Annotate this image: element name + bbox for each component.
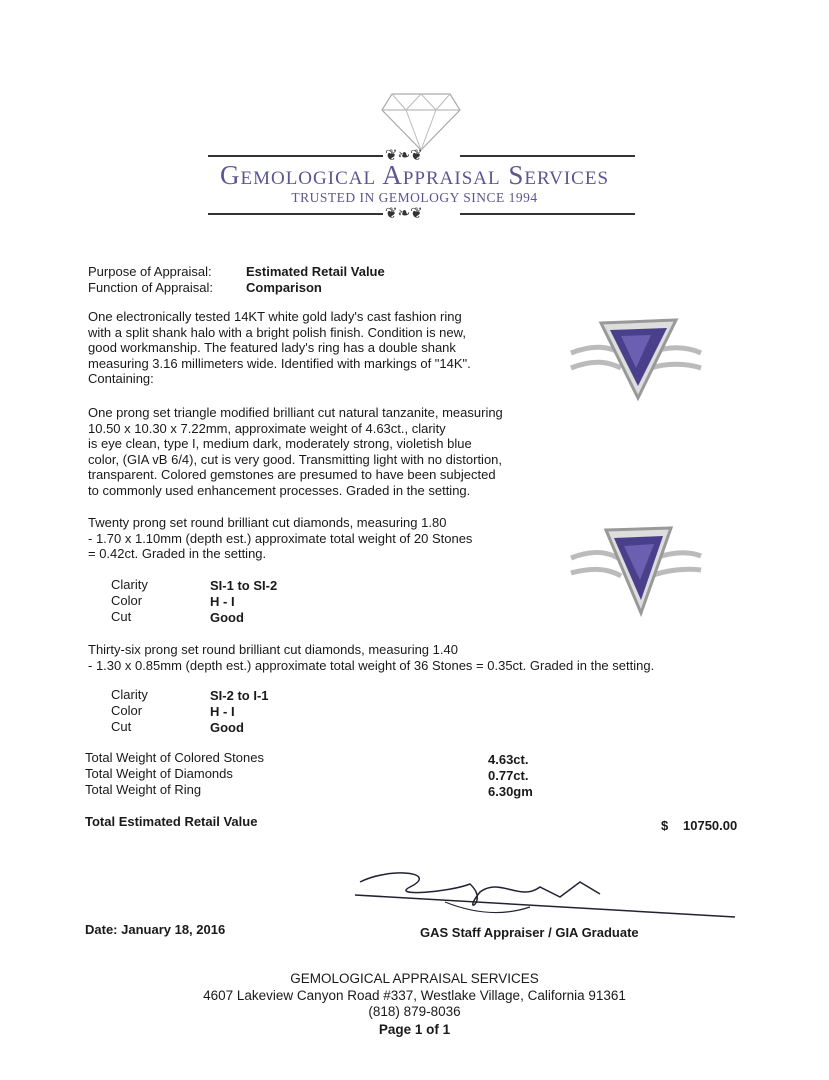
grade-value: Good <box>210 610 244 625</box>
totals-values <box>488 752 533 800</box>
total-value: 0.77ct. <box>488 768 529 783</box>
grade-value: H - I <box>210 594 235 609</box>
function-value: Comparison <box>246 280 322 295</box>
purpose-value: Estimated Retail Value <box>246 264 385 279</box>
ring-image-angled <box>566 518 706 618</box>
grade-label: Color <box>111 593 143 608</box>
appraisal-date: Date: January 18, 2016 <box>85 922 226 937</box>
grade-value: Good <box>210 720 244 735</box>
retail-value: 10750.00 <box>683 818 738 833</box>
page-number: Page 1 of 1 <box>378 1022 451 1037</box>
grade-values-36 <box>210 688 269 736</box>
diamonds-20-description: Twenty prong set round brilliant cut diamonds, measuring 1.80 - 1.70 x 1.10mm (depth est.) approximate total weight of 20 Stones = 0.42ct. Graded in the setting. <box>88 515 473 562</box>
ring-image-top <box>566 308 706 408</box>
total-value: 6.30gm <box>488 784 533 799</box>
footer-phone: (818) 879-8036 <box>368 1004 461 1019</box>
purpose-label: Purpose of Appraisal: <box>88 264 212 279</box>
retail-label: Total Estimated Retail Value <box>85 814 258 829</box>
logo-title: Gemological Appraisal Services <box>219 160 610 190</box>
grades-36 <box>111 687 148 735</box>
ring-description: One electronically tested 14KT white gold lady's cast fashion ring with a split shank halo with a bright polish finish. Condition is new, good workmanship. The featured lady's ring has a double shank measuring 3.16 millimeters wide. Identified with markings of "14K". Containing: <box>88 309 471 387</box>
grade-label: Cut <box>111 719 132 734</box>
signature <box>350 862 740 922</box>
totals-labels <box>85 750 264 798</box>
grade-label: Color <box>111 703 143 718</box>
divider <box>208 213 383 215</box>
grade-label: Cut <box>111 609 132 624</box>
divider <box>460 213 635 215</box>
grade-value: SI-1 to SI-2 <box>210 578 278 593</box>
grade-value: H - I <box>210 704 235 719</box>
ornament-icon: ❦❧❦ <box>385 205 423 222</box>
grade-label: Clarity <box>111 577 148 592</box>
total-value: 4.63ct. <box>488 752 529 767</box>
diamond-logo-icon <box>380 92 462 154</box>
grade-value: SI-2 to I-1 <box>210 688 269 703</box>
grade-label: Clarity <box>111 687 148 702</box>
footer-address: 4607 Lakeview Canyon Road #337, Westlake Village, California 91361 <box>203 988 626 1003</box>
ornament-icon: ❦❧❦ <box>385 147 423 164</box>
tanzanite-description: One prong set triangle modified brilliant cut natural tanzanite, measuring 10.50 x 10.30 x 7.22mm, approximate weight of 4.63ct., clarity is eye clean, type I, medium dark, moderately strong, violetish blue color, (GIA vB 6/4), cut is very good. Transmitting light with no distortion, transparent. Colored gemstones are presumed to have been subjected to commonly used enhancement processes. Graded in the setting. <box>88 405 503 498</box>
divider <box>460 155 635 157</box>
function-label: Function of Appraisal: <box>88 280 214 295</box>
grade-values-20 <box>210 578 277 626</box>
footer-company: GEMOLOGICAL APPRAISAL SERVICES <box>290 971 539 986</box>
divider <box>208 155 383 157</box>
logo-tagline: TRUSTED IN GEMOLOGY SINCE 1994 <box>291 190 538 205</box>
total-label: Total Weight of Diamonds <box>85 766 233 781</box>
total-label: Total Weight of Colored Stones <box>85 750 264 765</box>
diamonds-36-description: Thirty-six prong set round brilliant cut diamonds, measuring 1.40 - 1.30 x 0.85mm (depth est.) approximate total weight of 36 Stones = 0.35ct. Graded in the setting. <box>88 642 655 673</box>
total-label: Total Weight of Ring <box>85 782 202 797</box>
retail-currency: $ <box>661 818 669 833</box>
signer-title: GAS Staff Appraiser / GIA Graduate <box>420 925 639 940</box>
grades-20 <box>111 577 148 625</box>
